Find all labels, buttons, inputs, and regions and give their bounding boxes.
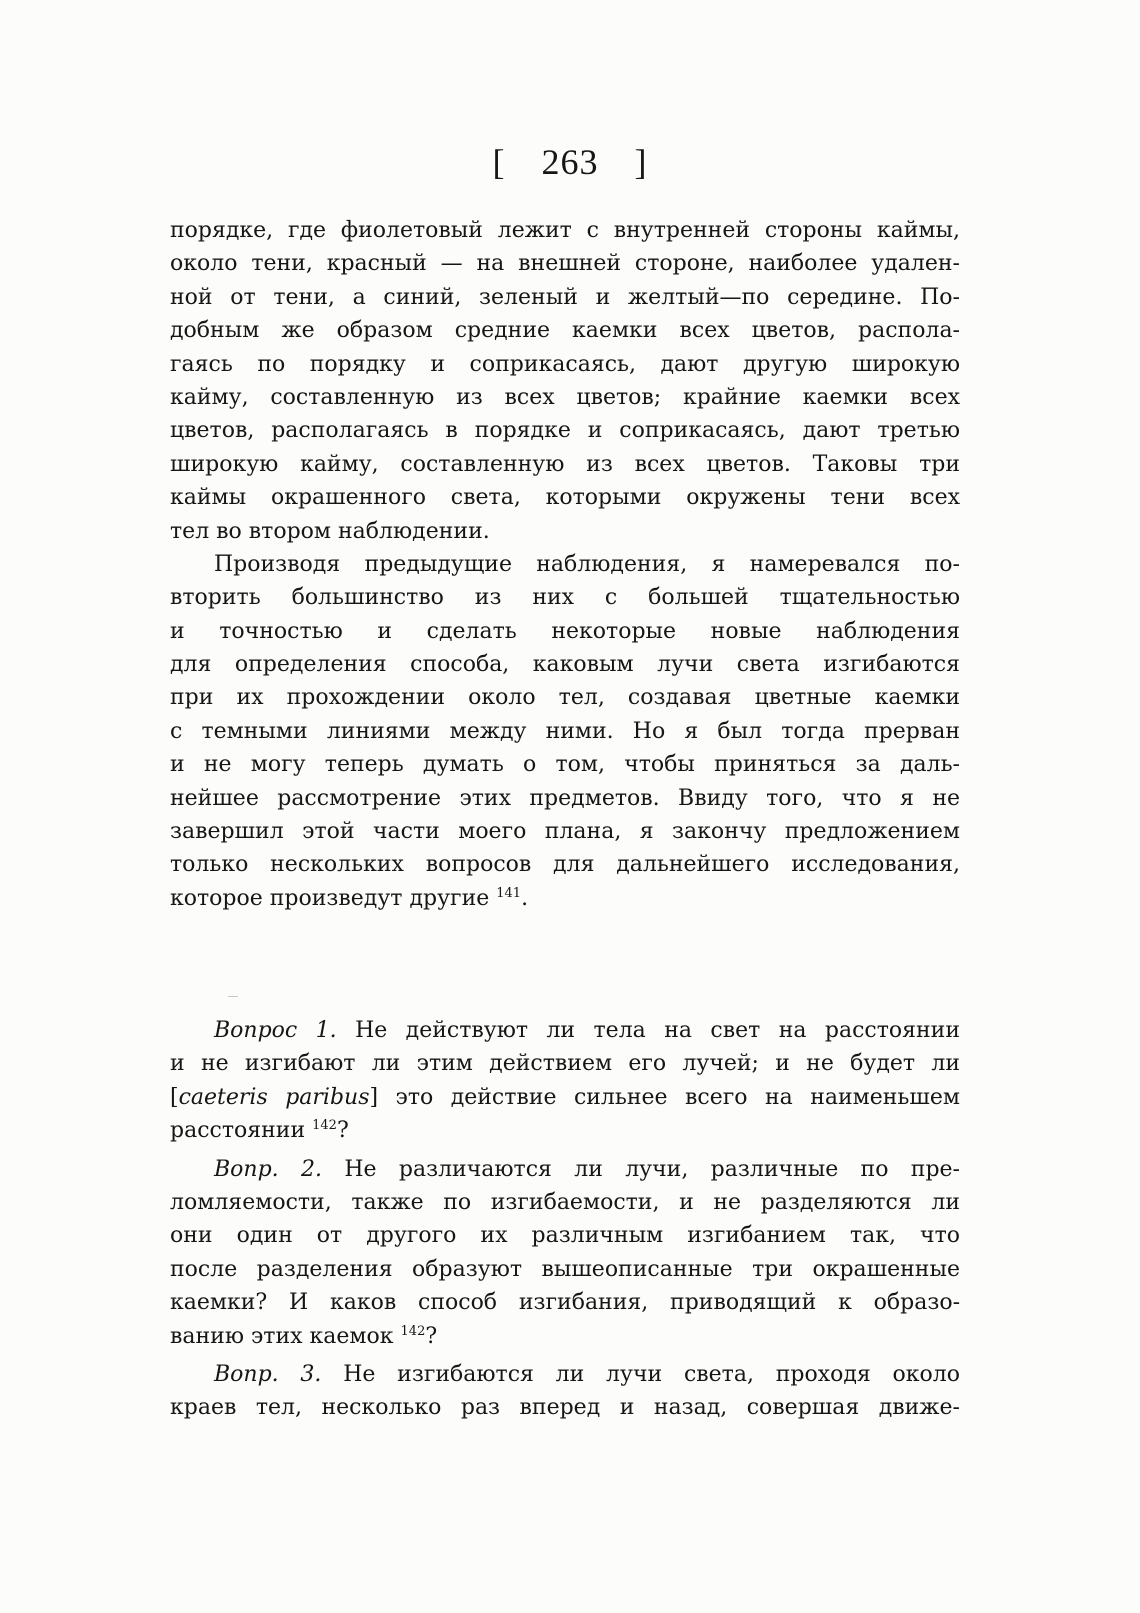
- bracket-open: [: [492, 142, 506, 182]
- text-fragment: которое произведут другие: [170, 885, 490, 911]
- text-fragment: Не различаются ли лучи, различные по пре-: [344, 1156, 960, 1182]
- text-line: после разделения образуют вышеописанные три окрашенные: [170, 1256, 960, 1282]
- text-line: с темными линиями между ними. Но я был тогда прерван: [170, 718, 960, 744]
- text-line: вторить большинство из них с большей тщательностью: [170, 585, 960, 611]
- text-line: [170, 1081, 960, 1114]
- text-line: [170, 1320, 960, 1353]
- body-text-block: [170, 214, 960, 915]
- query-label: Вопр. 2.: [214, 1156, 322, 1182]
- text-line: широкую кайму, составленную из всех цветов. Таковы три: [170, 451, 960, 477]
- text-line: Производя предыдущие наблюдения, я намеревался по-: [214, 551, 960, 577]
- text-line: ной от тени, а синий, зеленый и желтый—по середине. По-: [170, 284, 960, 310]
- page-number: 263: [541, 142, 599, 182]
- text-fragment: .: [521, 885, 529, 911]
- footnote-ref: 142: [400, 1323, 426, 1339]
- query-1: [170, 1014, 960, 1148]
- footnote-ref: 141: [496, 885, 522, 901]
- text-line: кайму, составленную из всех цветов; крайние каемки всех: [170, 384, 960, 410]
- page-number-header: [0, 140, 1140, 184]
- text-line: порядке, где фиолетовый лежит с внутренней стороны каймы,: [170, 218, 960, 243]
- query-label: Вопр. 3.: [214, 1361, 322, 1387]
- text-line: и не изгибают ли этим действием его лучей; и не будет ли: [170, 1051, 960, 1077]
- query-2: [170, 1153, 960, 1353]
- paragraph-observations: [170, 548, 960, 915]
- text-line: [170, 1114, 960, 1147]
- text-fragment: [: [170, 1084, 179, 1110]
- text-fragment: Не действуют ли тела на свет на расстоянии: [355, 1018, 960, 1043]
- text-fragment: ванию этих каемок: [170, 1323, 394, 1349]
- text-line: и точностью и сделать некоторые новые наблюдения: [170, 618, 960, 644]
- text-line: и не могу теперь думать о том, чтобы приняться за даль-: [170, 752, 960, 778]
- text-line: гаясь по порядку и соприкасаясь, дают другую широкую: [170, 351, 960, 377]
- text-line: каемки? И каков способ изгибания, приводящий к образо-: [170, 1290, 960, 1316]
- text-line: около тени, красный — на внешней стороне, наиболее удален-: [170, 251, 960, 277]
- query-label: Вопрос 1.: [214, 1018, 337, 1043]
- footnote-ref: 142: [312, 1118, 337, 1134]
- print-speck: [228, 996, 238, 997]
- queries-block: [170, 1014, 960, 1425]
- text-line: ломляемости, также по изгибаемости, и не разделяются ли: [170, 1189, 960, 1215]
- text-line: краев тел, несколько раз вперед и назад, совершая движе-: [170, 1395, 960, 1421]
- text-line: каймы окрашенного света, которыми окружены тени всех: [170, 485, 960, 511]
- text-line: завершил этой части моего плана, я закончу предложением: [170, 819, 960, 845]
- text-line: они один от другого их различным изгибанием так, что: [170, 1223, 960, 1249]
- text-line: для определения способа, каковым лучи света изгибаются: [170, 652, 960, 678]
- text-fragment: ] это действие сильнее всего на наименьшем: [369, 1084, 960, 1110]
- text-fragment: Не изгибаются ли лучи света, проходя около: [343, 1361, 960, 1387]
- text-line: [170, 882, 960, 915]
- latin-phrase: caeteris paribus: [178, 1084, 370, 1110]
- text-line: нейшее рассмотрение этих предметов. Ввиду того, что я не: [170, 785, 960, 811]
- query-3: [170, 1358, 960, 1425]
- text-fragment: ?: [425, 1323, 438, 1349]
- text-line: добным же образом средние каемки всех цветов, распола-: [170, 318, 960, 344]
- text-line: при их прохождении около тел, создавая цветные каемки: [170, 685, 960, 711]
- text-line: [170, 1358, 960, 1391]
- text-fragment: расстоянии: [170, 1118, 306, 1144]
- paragraph-continuation: [170, 214, 960, 548]
- text-line: тел во втором наблюдении.: [170, 518, 490, 544]
- text-line: [170, 1153, 960, 1186]
- text-line: только нескольких вопросов для дальнейшего исследования,: [170, 852, 960, 878]
- text-line: цветов, располагаясь в порядке и соприкасаясь, дают третью: [170, 418, 960, 444]
- bracket-close: ]: [634, 142, 648, 182]
- text-fragment: ?: [336, 1118, 349, 1144]
- text-line: [170, 1014, 960, 1047]
